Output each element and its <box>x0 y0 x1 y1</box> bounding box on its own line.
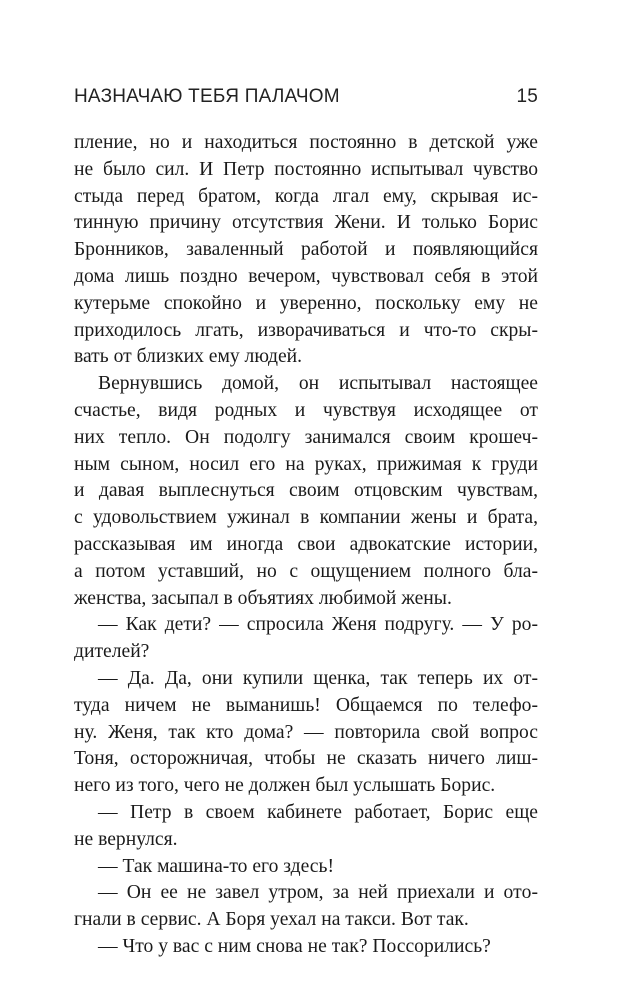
text-line: туда ничем не выманишь! Общаемся по телефо- <box>74 694 538 716</box>
text-line: рассказывая им иногда свои адвокатские истории, <box>74 533 538 555</box>
text-line: стыда перед братом, когда лгал ему, скрывая ис- <box>74 185 538 207</box>
text-line: а потом уставший, но с ощущением полного бла- <box>74 560 538 582</box>
text-line: не вернулся. <box>74 828 178 850</box>
text-line: ным сыном, носил его на руках, прижимая к груди <box>74 453 538 475</box>
text-line: Вернувшись домой, он испытывал настоящее <box>98 373 538 395</box>
text-line: Бронников, заваленный работой и появляющийся <box>74 239 538 261</box>
book-title: НАЗНАЧАЮ ТЕБЯ ПАЛАЧОМ <box>74 86 340 107</box>
text-line: вать от близких ему людей. <box>74 346 303 368</box>
page-number: 15 <box>516 86 538 107</box>
text-line: него из того, чего не должен был услышать Борис. <box>74 775 496 797</box>
text-line: Тоня, осторожничая, чтобы не сказать ничего лиш- <box>74 748 538 770</box>
text-line: — Так машина-то его здесь! <box>98 855 334 877</box>
text-line: — Он ее не завел утром, за ней приехали и отo- <box>98 882 538 904</box>
text-line: ну. Женя, так кто дома? — повторила свой вопрос <box>74 721 538 743</box>
text-line: с удовольствием ужинал в компании жены и брата, <box>74 507 538 529</box>
text-line: гнали в сервис. А Боря уехал на такси. Вот так. <box>74 909 469 931</box>
text-line: — Как дети? — спросила Женя подругу. — У ро- <box>98 614 538 636</box>
text-line: не было сил. И Петр постоянно испытывал чувство <box>74 158 538 180</box>
text-line: — Да. Да, они купили щенка, так теперь их от- <box>98 667 538 689</box>
text-line: — Что у вас с ним снова не так? Поссорились? <box>98 935 491 957</box>
text-line: счастье, видя родных и чувствуя исходящее от <box>74 399 538 421</box>
text-line: тинную причину отсутствия Жени. И только Борис <box>74 212 538 234</box>
running-head <box>74 86 538 114</box>
text-line: — Петр в своем кабинете работает, Борис еще <box>98 801 538 823</box>
text-line: дителей? <box>74 641 150 663</box>
text-line: дома лишь поздно вечером, чувствовал себя в этой <box>74 265 538 287</box>
text-line: приходилось лгать, изворачиваться и что-то скры- <box>74 319 538 341</box>
body-text <box>74 130 538 961</box>
text-line: кутерьме спокойно и уверенно, поскольку ему не <box>74 292 538 314</box>
text-line: них тепло. Он подолгу занимался своим крошеч- <box>74 426 538 448</box>
text-line: и давая выплеснуться своим отцовским чувствам, <box>74 480 538 502</box>
text-line: женства, засыпал в объятиях любимой жены. <box>74 587 452 609</box>
text-line: пление, но и находиться постоянно в детской уже <box>74 132 538 153</box>
